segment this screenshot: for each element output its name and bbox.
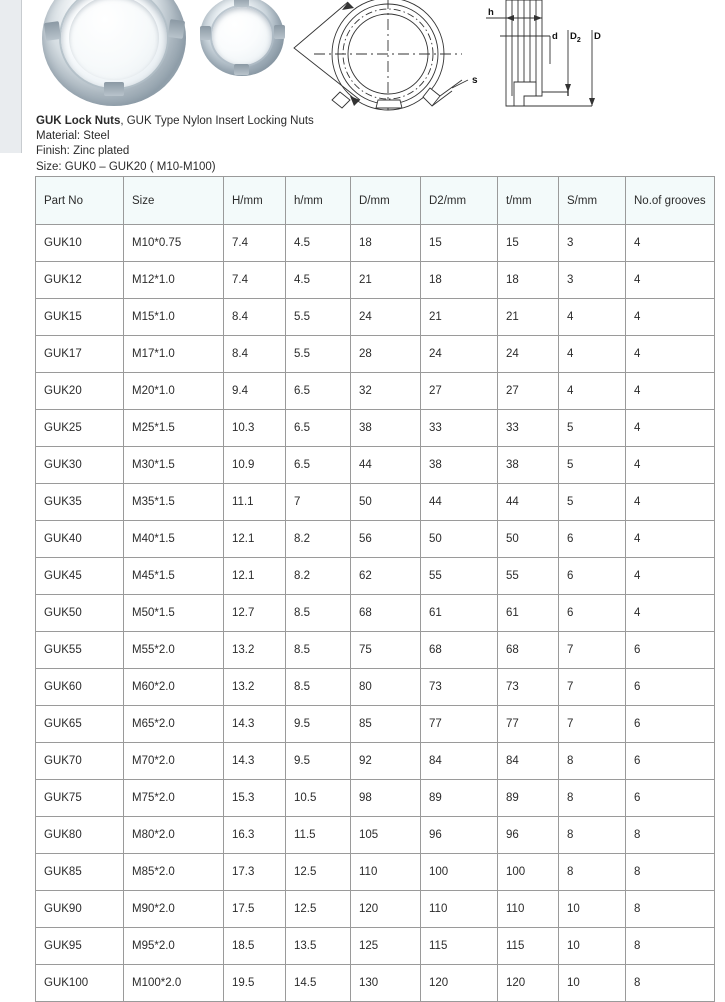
cell-value: 85	[351, 706, 421, 743]
cell-part-no: GUK95	[36, 928, 124, 965]
cell-value: 4.5	[286, 225, 351, 262]
groove-notch	[332, 92, 350, 108]
cell-value: 4.5	[286, 262, 351, 299]
cell-value: 55	[498, 558, 559, 595]
table-row	[36, 780, 715, 817]
cell-value: 38	[498, 447, 559, 484]
cell-value: M70*2.0	[124, 743, 224, 780]
cell-value: 4	[626, 558, 715, 595]
column-header-4: D/mm	[351, 177, 421, 225]
table-row	[36, 373, 715, 410]
cell-value: 8	[559, 780, 626, 817]
cell-value: 110	[498, 891, 559, 928]
cell-value: 8	[626, 928, 715, 965]
cell-value: M30*1.5	[124, 447, 224, 484]
cell-value: 130	[351, 965, 421, 1002]
cell-value: 5.5	[286, 299, 351, 336]
cell-value: M10*0.75	[124, 225, 224, 262]
cell-value: M15*1.0	[124, 299, 224, 336]
table-row	[36, 410, 715, 447]
cell-value: 17.3	[224, 854, 286, 891]
cell-value: 24	[351, 299, 421, 336]
label-d: d	[552, 31, 558, 42]
cell-value: 10.5	[286, 780, 351, 817]
cell-value: 84	[498, 743, 559, 780]
column-header-2: H/mm	[224, 177, 286, 225]
cell-value: 115	[498, 928, 559, 965]
product-description	[36, 114, 696, 175]
groove-slot	[44, 21, 61, 41]
cell-value: 15	[421, 225, 498, 262]
cell-value: 7.4	[224, 225, 286, 262]
cell-part-no: GUK35	[36, 484, 124, 521]
cell-value: 120	[351, 891, 421, 928]
table-row	[36, 706, 715, 743]
cell-value: 6.5	[286, 373, 351, 410]
cell-value: 10.9	[224, 447, 286, 484]
cell-value: M35*1.5	[124, 484, 224, 521]
cell-value: 16.3	[224, 817, 286, 854]
lock-nut-small	[200, 0, 284, 76]
cell-value: 9.4	[224, 373, 286, 410]
cell-value: 8.5	[286, 632, 351, 669]
cell-value: 14.3	[224, 706, 286, 743]
cell-value: 56	[351, 521, 421, 558]
table-row	[36, 225, 715, 262]
cell-value: 55	[421, 558, 498, 595]
table-row	[36, 632, 715, 669]
cell-value: 96	[498, 817, 559, 854]
label-d2: $D_2$	[570, 31, 581, 44]
cell-value: 110	[421, 891, 498, 928]
product-photo	[22, 0, 290, 110]
groove-slot	[168, 19, 185, 39]
lock-nut-large	[42, 0, 186, 106]
arrow-head	[350, 96, 360, 106]
column-header-3: h/mm	[286, 177, 351, 225]
table-row	[36, 484, 715, 521]
table-row	[36, 447, 715, 484]
cell-value: 44	[498, 484, 559, 521]
cell-value: 44	[421, 484, 498, 521]
table-row	[36, 595, 715, 632]
cell-value: M45*1.5	[124, 558, 224, 595]
cell-value: 14.5	[286, 965, 351, 1002]
cell-value: 68	[498, 632, 559, 669]
column-header-1: Size	[124, 177, 224, 225]
section-leader-arrow	[294, 2, 360, 100]
groove-slot	[200, 26, 211, 40]
groove-notch	[423, 88, 440, 106]
cell-value: 28	[351, 336, 421, 373]
cell-value: 5	[559, 447, 626, 484]
cell-value: M20*1.0	[124, 373, 224, 410]
table-row	[36, 817, 715, 854]
cell-value: 100	[498, 854, 559, 891]
cell-part-no: GUK25	[36, 410, 124, 447]
cell-part-no: GUK40	[36, 521, 124, 558]
cell-value: 120	[498, 965, 559, 1002]
cell-value: M17*1.0	[124, 336, 224, 373]
cell-value: 4	[626, 484, 715, 521]
cell-value: 9.5	[286, 743, 351, 780]
cell-value: 8.5	[286, 595, 351, 632]
left-margin-strip	[0, 0, 22, 153]
cell-value: 115	[421, 928, 498, 965]
cell-value: 5	[559, 484, 626, 521]
cell-part-no: GUK20	[36, 373, 124, 410]
cell-value: 7	[559, 706, 626, 743]
cell-value: 8	[559, 817, 626, 854]
cell-part-no: GUK70	[36, 743, 124, 780]
specification-table	[35, 176, 715, 1002]
cell-value: 100	[421, 854, 498, 891]
cell-value: 33	[498, 410, 559, 447]
cell-value: 44	[351, 447, 421, 484]
cell-value: 24	[421, 336, 498, 373]
cell-value: 9.5	[286, 706, 351, 743]
cell-value: 89	[498, 780, 559, 817]
cell-value: 73	[421, 669, 498, 706]
cell-value: 5.5	[286, 336, 351, 373]
s-dimension-leader	[440, 80, 462, 96]
table-body	[36, 225, 715, 1002]
table-row	[36, 299, 715, 336]
cell-value: 4	[559, 336, 626, 373]
cell-value: 4	[559, 299, 626, 336]
arrow-head	[589, 98, 595, 106]
product-name: GUK Lock Nuts	[36, 115, 121, 127]
cell-value: 18	[498, 262, 559, 299]
cell-value: 12.5	[286, 854, 351, 891]
column-header-5: D2/mm	[421, 177, 498, 225]
cell-value: 6	[559, 595, 626, 632]
cell-value: 6	[559, 558, 626, 595]
cell-value: 73	[498, 669, 559, 706]
cell-value: 96	[421, 817, 498, 854]
cell-value: 4	[626, 595, 715, 632]
cell-value: 21	[351, 262, 421, 299]
cell-value: 4	[626, 373, 715, 410]
cell-value: 120	[421, 965, 498, 1002]
cell-value: 7.4	[224, 262, 286, 299]
table-row	[36, 743, 715, 780]
cell-value: 4	[626, 262, 715, 299]
cell-part-no: GUK85	[36, 854, 124, 891]
cell-value: 8.5	[286, 669, 351, 706]
cell-value: 98	[351, 780, 421, 817]
cell-value: 10	[559, 891, 626, 928]
cell-value: M60*2.0	[124, 669, 224, 706]
cell-value: 4	[626, 225, 715, 262]
table-row	[36, 521, 715, 558]
cell-part-no: GUK90	[36, 891, 124, 928]
cell-value: 18.5	[224, 928, 286, 965]
cell-part-no: GUK10	[36, 225, 124, 262]
table-row	[36, 262, 715, 299]
cell-value: 24	[498, 336, 559, 373]
cell-value: 110	[351, 854, 421, 891]
cell-value: M40*1.5	[124, 521, 224, 558]
spec-size-range: Size: GUK0 – GUK20 ( M10-M100)	[36, 160, 216, 173]
cell-value: M95*2.0	[124, 928, 224, 965]
cell-value: 4	[559, 373, 626, 410]
label-D: D	[594, 31, 601, 42]
cell-value: M100*2.0	[124, 965, 224, 1002]
cell-value: M50*1.5	[124, 595, 224, 632]
cell-value: 50	[421, 521, 498, 558]
cell-value: 7	[286, 484, 351, 521]
table-row	[36, 891, 715, 928]
cell-value: 125	[351, 928, 421, 965]
cell-value: 5	[559, 410, 626, 447]
groove-notch	[376, 100, 402, 108]
cell-value: 10	[559, 965, 626, 1002]
technical-drawing-front-view	[280, 0, 500, 112]
cell-value: 38	[351, 410, 421, 447]
cell-part-no: GUK50	[36, 595, 124, 632]
cell-value: 77	[498, 706, 559, 743]
cell-value: 11.1	[224, 484, 286, 521]
cell-value: 32	[351, 373, 421, 410]
cell-value: 3	[559, 262, 626, 299]
cell-value: M55*2.0	[124, 632, 224, 669]
nylon-insert-pocket	[514, 82, 536, 106]
label-h: h	[488, 7, 494, 18]
cell-value: 68	[421, 632, 498, 669]
column-header-6: t/mm	[498, 177, 559, 225]
cell-part-no: GUK15	[36, 299, 124, 336]
cell-value: 89	[421, 780, 498, 817]
cell-part-no: GUK75	[36, 780, 124, 817]
product-subtitle: , GUK Type Nylon Insert Locking Nuts	[120, 115, 314, 127]
label-s: s	[472, 75, 478, 86]
cell-value: 12.5	[286, 891, 351, 928]
cell-part-no: GUK17	[36, 336, 124, 373]
cell-part-no: GUK45	[36, 558, 124, 595]
cell-value: 50	[498, 521, 559, 558]
spec-material: Material: Steel	[36, 130, 110, 143]
cell-value: M75*2.0	[124, 780, 224, 817]
cell-value: M80*2.0	[124, 817, 224, 854]
cell-value: 8	[626, 854, 715, 891]
table-row	[36, 928, 715, 965]
product-title	[36, 114, 696, 129]
cell-value: M65*2.0	[124, 706, 224, 743]
cell-value: 13.2	[224, 632, 286, 669]
cell-value: M12*1.0	[124, 262, 224, 299]
cell-value: 7	[559, 669, 626, 706]
cell-value: 8.4	[224, 336, 286, 373]
cell-value: 18	[421, 262, 498, 299]
cell-value: 15	[498, 225, 559, 262]
cell-part-no: GUK65	[36, 706, 124, 743]
table-row	[36, 558, 715, 595]
cell-value: 6	[626, 780, 715, 817]
cell-value: 4	[626, 447, 715, 484]
cell-value: M85*2.0	[124, 854, 224, 891]
cell-value: 14.3	[224, 743, 286, 780]
cell-part-no: GUK12	[36, 262, 124, 299]
cell-value: 8	[626, 965, 715, 1002]
cell-value: 6.5	[286, 447, 351, 484]
cell-value: 8	[626, 891, 715, 928]
cell-value: M90*2.0	[124, 891, 224, 928]
cell-value: M25*1.5	[124, 410, 224, 447]
table-header	[36, 177, 715, 225]
cell-value: 12.1	[224, 558, 286, 595]
cell-part-no: GUK100	[36, 965, 124, 1002]
cell-value: 8	[626, 817, 715, 854]
cell-value: 77	[421, 706, 498, 743]
cell-value: 80	[351, 669, 421, 706]
cell-value: 27	[421, 373, 498, 410]
cell-value: 15.3	[224, 780, 286, 817]
cell-value: 21	[421, 299, 498, 336]
cell-value: 10	[559, 928, 626, 965]
table-row	[36, 669, 715, 706]
cell-value: 33	[421, 410, 498, 447]
cell-value: 68	[351, 595, 421, 632]
groove-slot	[234, 64, 249, 75]
cell-value: 75	[351, 632, 421, 669]
column-header-0: Part No	[36, 177, 124, 225]
cell-value: 6	[559, 521, 626, 558]
column-header-7: S/mm	[559, 177, 626, 225]
cell-part-no: GUK30	[36, 447, 124, 484]
column-header-8: No.of grooves	[626, 177, 715, 225]
cell-value: 4	[626, 410, 715, 447]
cell-value: 4	[626, 336, 715, 373]
cell-value: 8	[559, 743, 626, 780]
cell-value: 12.1	[224, 521, 286, 558]
cell-value: 6.5	[286, 410, 351, 447]
cell-part-no: GUK55	[36, 632, 124, 669]
cell-value: 7	[559, 632, 626, 669]
cell-value: 92	[351, 743, 421, 780]
cell-value: 10.3	[224, 410, 286, 447]
groove-slot	[104, 82, 124, 96]
groove-slot	[234, 0, 249, 7]
table-row	[36, 854, 715, 891]
cell-value: 21	[498, 299, 559, 336]
cell-value: 8.2	[286, 558, 351, 595]
table-row	[36, 965, 715, 1002]
cell-value: 19.5	[224, 965, 286, 1002]
cell-value: 17.5	[224, 891, 286, 928]
cell-value: 11.5	[286, 817, 351, 854]
cell-part-no: GUK80	[36, 817, 124, 854]
cell-value: 62	[351, 558, 421, 595]
cell-value: 13.5	[286, 928, 351, 965]
cell-value: 50	[351, 484, 421, 521]
cell-value: 4	[626, 521, 715, 558]
table-row	[36, 336, 715, 373]
cell-value: 12.7	[224, 595, 286, 632]
cell-value: 18	[351, 225, 421, 262]
technical-drawing-cross-section	[484, 0, 724, 112]
cell-value: 27	[498, 373, 559, 410]
cell-value: 61	[421, 595, 498, 632]
cell-value: 105	[351, 817, 421, 854]
cell-value: 8.2	[286, 521, 351, 558]
cell-value: 3	[559, 225, 626, 262]
cell-value: 4	[626, 299, 715, 336]
cell-value: 6	[626, 743, 715, 780]
cell-value: 38	[421, 447, 498, 484]
cell-value: 8.4	[224, 299, 286, 336]
spec-finish: Finish: Zinc plated	[36, 145, 130, 158]
cell-value: 84	[421, 743, 498, 780]
cell-value: 6	[626, 632, 715, 669]
table-header-row	[36, 177, 715, 225]
cell-value: 8	[559, 854, 626, 891]
cell-value: 6	[626, 669, 715, 706]
media-band	[22, 0, 725, 110]
cell-value: 6	[626, 706, 715, 743]
cell-value: 61	[498, 595, 559, 632]
cell-value: 13.2	[224, 669, 286, 706]
cell-part-no: GUK60	[36, 669, 124, 706]
